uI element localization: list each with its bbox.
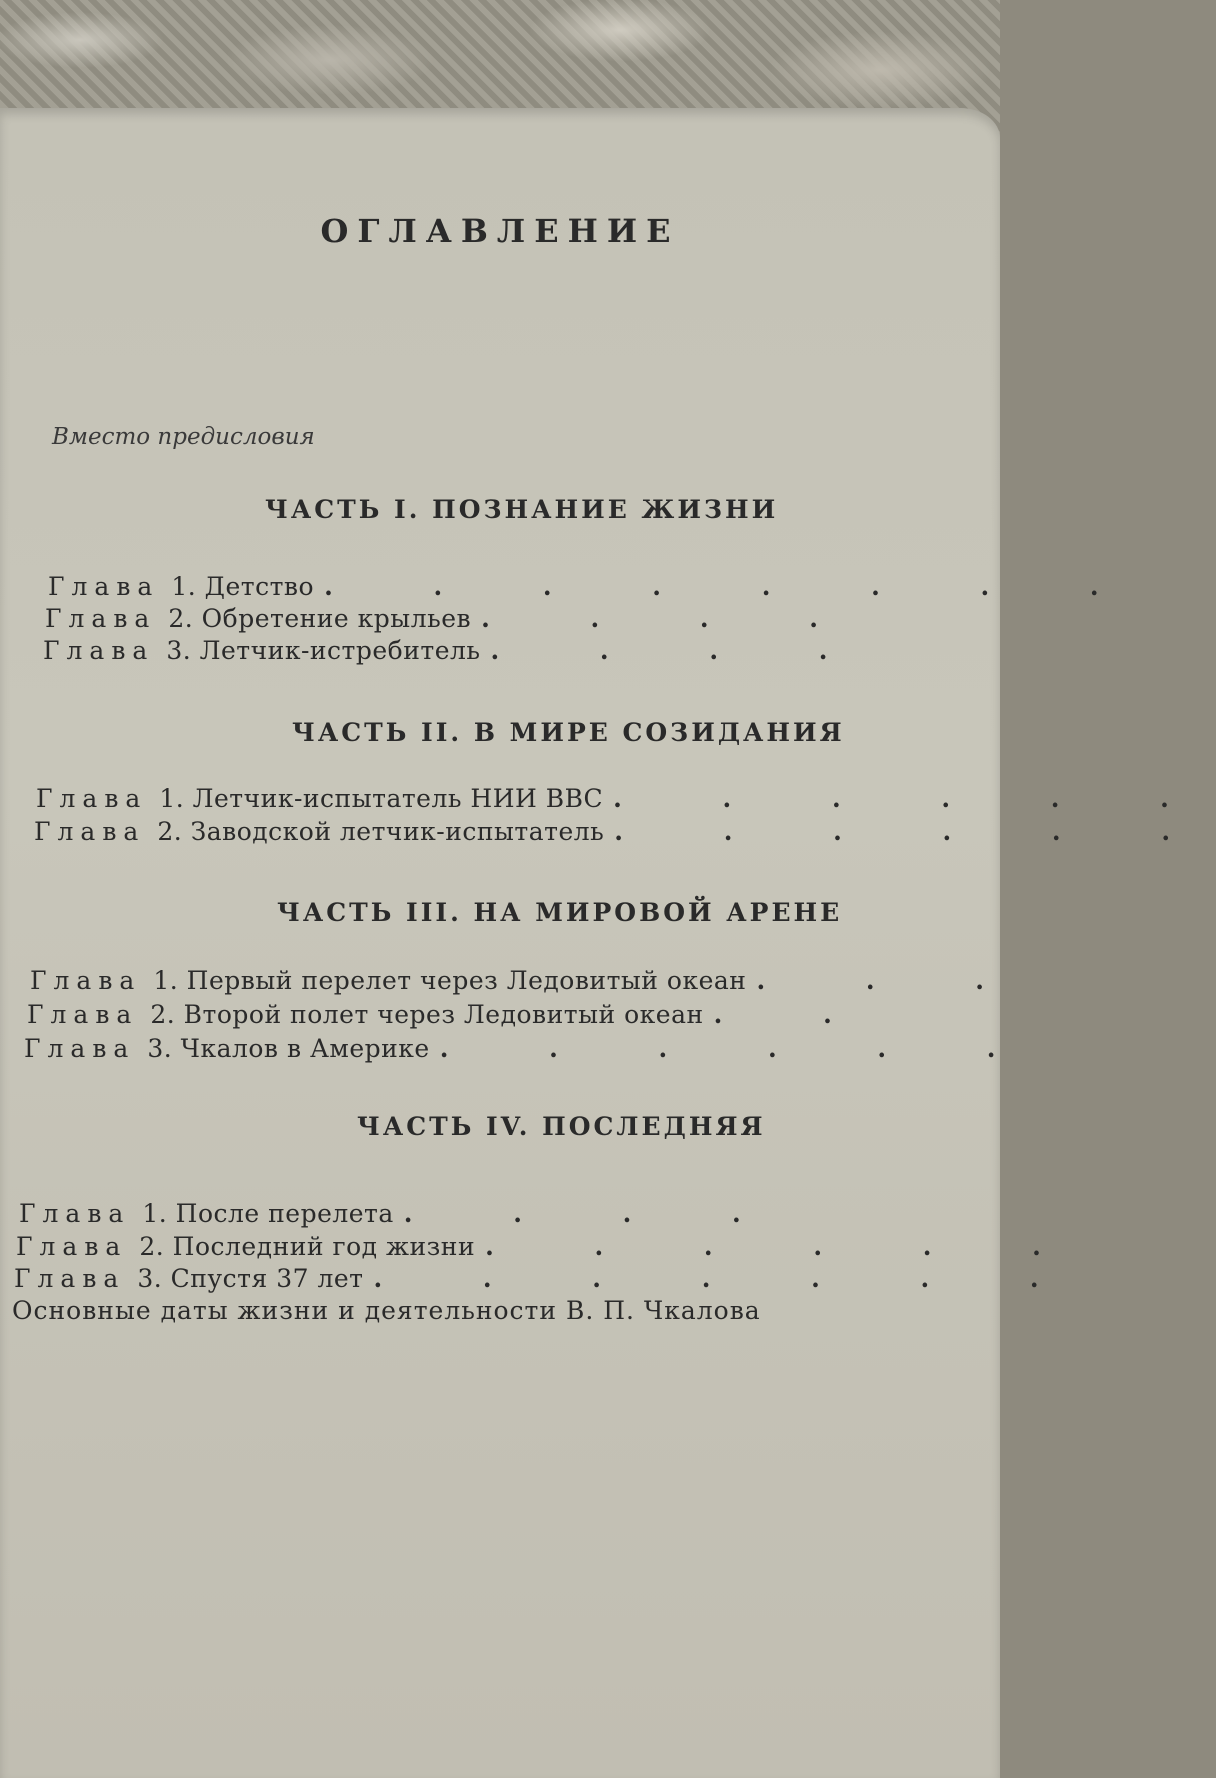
toc-chapter-row: Глава 1. Детство . . . . . . . . (48, 572, 1145, 601)
toc-chapter-row: Глава 2. Заводской летчик-испытатель . . . . . . (34, 817, 1216, 846)
toc-chapter-row: Глава 3. Спустя 37 лет . . . . . . . (14, 1264, 1085, 1293)
page-title: ОГЛАВЛЕНИЕ (320, 212, 680, 250)
part-3-heading: ЧАСТЬ III. НА МИРОВОЙ АРЕНЕ (277, 898, 843, 927)
toc-chapter-row: Глава 3. Летчик-истребитель . . . . (43, 636, 874, 665)
toc-chapter-row: Глава 2. Последний год жизни . . . . . . (16, 1232, 1087, 1261)
toc-chapter-row: Глава 1. Первый перелет через Ледовитый океан . . . (30, 966, 1030, 995)
part-1-heading: ЧАСТЬ I. ПОЗНАНИЕ ЖИЗНИ (265, 495, 779, 524)
book-page (0, 108, 1000, 1778)
part-2-heading: ЧАСТЬ II. В МИРЕ СОЗИДАНИЯ (292, 718, 845, 747)
intro-entry: Вместо предисловия (52, 424, 315, 450)
toc-final-entry: Основные даты жизни и деятельности В. П. Чкалова (12, 1296, 761, 1325)
part-4-heading: ЧАСТЬ IV. ПОСЛЕДНЯЯ (357, 1112, 766, 1141)
toc-chapter-row: Глава 2. Обретение крыльев . . . . (45, 604, 865, 633)
toc-chapter-row: Глава 2. Второй полет через Ледовитый океан . . (27, 1000, 878, 1029)
toc-chapter-row: Глава 1. Летчик-испытатель НИИ ВВС . . . . . . (36, 784, 1215, 813)
toc-chapter-row: Глава 1. После перелета . . . . (19, 1199, 787, 1228)
toc-chapter-row: Глава 3. Чкалов в Америке . . . . . . (24, 1034, 1042, 1063)
